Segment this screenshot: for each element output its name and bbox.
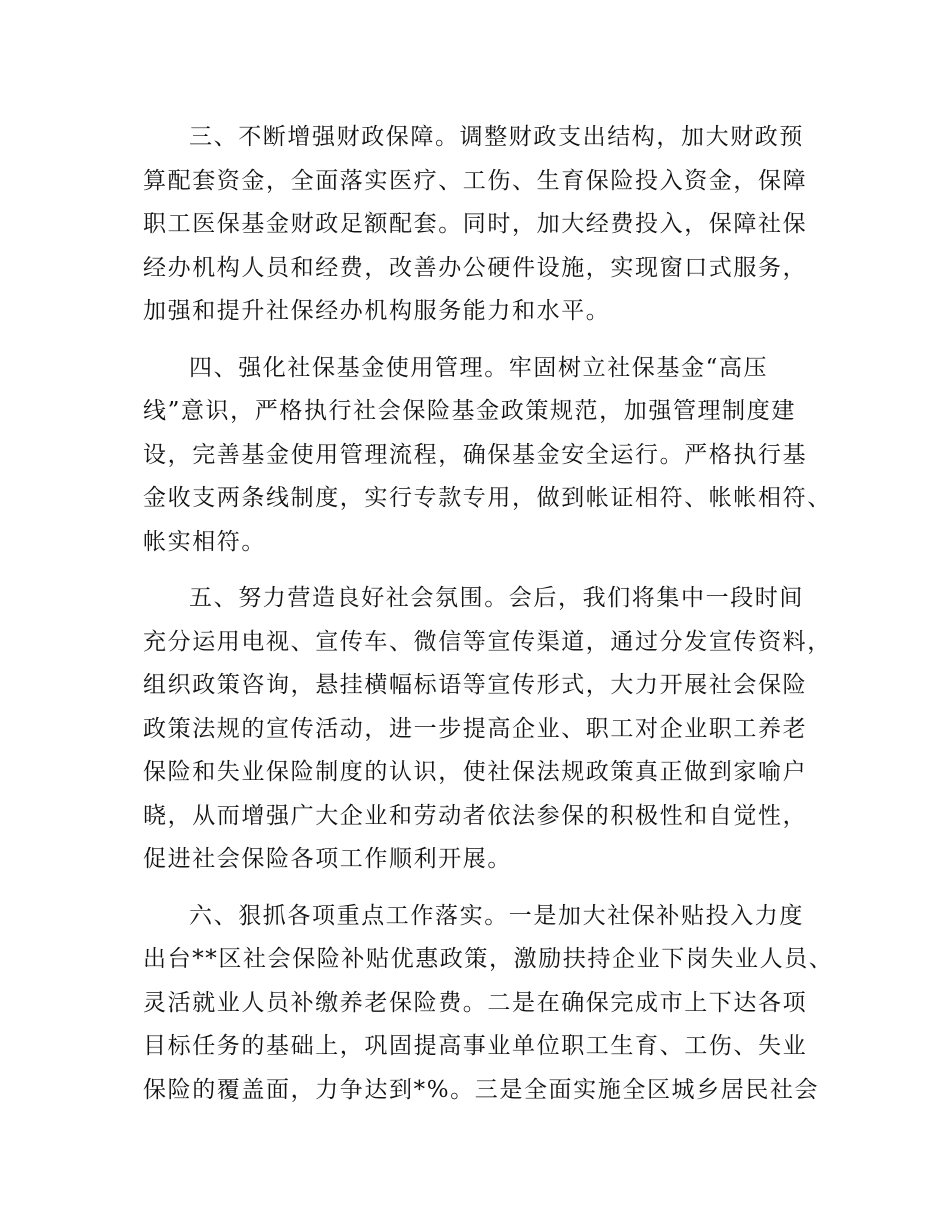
text-line: 保险的覆盖面，力争达到*%。三是全面实施全区城乡居民社会: [143, 1076, 820, 1103]
paragraph-4-fund-management: [143, 347, 833, 565]
text-line: 促进社会保险各项工作顺利开展。: [143, 846, 512, 872]
paragraph-3-fiscal-guarantee: [143, 116, 833, 334]
text-line: 灵活就业人员补缴养老保险费。二是在确保完成市上下达各项: [143, 989, 808, 1016]
text-line: 出台**区社会保险补贴优惠政策，激励扶持企业下岗失业人员、: [143, 946, 834, 972]
text-line: 目标任务的基础上，巩固提高事业单位职工生育、工伤、失业: [143, 1033, 808, 1059]
text-line: 晓，从而增强广大企业和劳动者依法参保的积极性和自觉性，: [143, 802, 808, 829]
text-line: 组织政策咨询，悬挂横幅标语等宣传形式，大力开展社会保险: [143, 672, 808, 698]
text-line: 经办机构人员和经费，改善办公硬件设施，实现窗口式服务，: [143, 254, 808, 281]
text-line: 四、强化社保基金使用管理。牢固树立社保基金“高压: [189, 354, 769, 381]
text-line: 职工医保基金财政足额配套。同时，加大经费投入，保障社保: [143, 211, 808, 237]
text-line: 算配套资金，全面落实医疗、工伤、生育保险投入资金，保障: [143, 167, 808, 194]
text-line: 设，完善基金使用管理流程，确保基金安全运行。严格执行基: [143, 441, 808, 468]
text-line: 政策法规的宣传活动，进一步提高企业、职工对企业职工养老: [143, 715, 808, 742]
text-line: 五、努力营造良好社会氛围。会后，我们将集中一段时间: [189, 585, 804, 611]
text-line: 帐实相符。: [143, 528, 266, 555]
text-line: 六、狠抓各项重点工作落实。一是加大社保补贴投入力度: [189, 902, 804, 929]
text-line: 保险和失业保险制度的认识，使社保法规政策真正做到家喻户: [143, 759, 808, 785]
text-line: 加强和提升社保经办机构服务能力和水平。: [143, 298, 611, 324]
text-line: 三、不断增强财政保障。调整财政支出结构，加大财政预: [189, 124, 804, 150]
document-body: [143, 116, 833, 1125]
text-line: 线”意识，严格执行社会保险基金政策规范，加强管理制度建: [143, 398, 796, 424]
paragraph-5-social-atmosphere: [143, 577, 833, 882]
paragraph-6-key-tasks: [143, 895, 833, 1113]
text-line: 充分运用电视、宣传车、微信等宣传渠道，通过分发宣传资料，: [143, 628, 832, 655]
text-line: 金收支两条线制度，实行专款专用，做到帐证相符、帐帐相符、: [143, 485, 832, 511]
